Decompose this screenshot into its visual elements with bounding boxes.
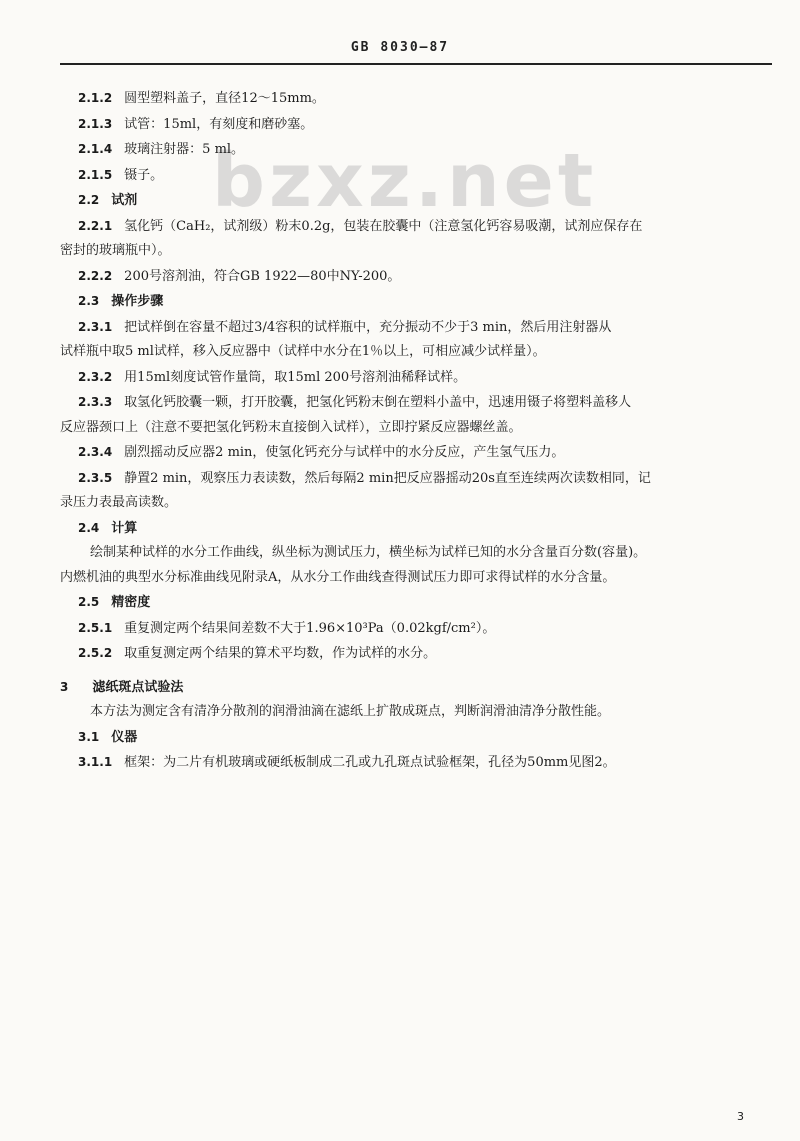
clause-number: 2.1.2 (78, 91, 113, 105)
clause-number: 2.4 (78, 520, 100, 535)
text-line (60, 239, 772, 264)
clause-number: 2.2 (78, 193, 100, 207)
clause-number: 2.3.2 (78, 369, 113, 384)
clause-text: 试样瓶中取5 ml试样，移入反应器中（试样中水分在1％以上，可相应减少试样量）。 (60, 344, 546, 359)
clause-number: 2.3.5 (78, 470, 113, 485)
watermark-text: bzxz.net (212, 138, 598, 224)
document-body (60, 86, 772, 776)
text-line (60, 86, 772, 112)
text-line (60, 725, 772, 751)
clause-text: 玻璃注射器：5 ml。 (124, 142, 245, 157)
clause-text: 静置2 min，观察压力表读数，然后每隔2 min把反应器摇动20s直至连续两次读数相同，记 (124, 470, 651, 486)
clause-text: 重复测定两个结果间差数不大于1.96×10³Pa（0.02kgf/cm²）。 (124, 620, 496, 636)
clause-number: 2.3.3 (78, 395, 113, 409)
clause-number: 2.2.1 (78, 218, 113, 233)
clause-text: 密封的玻璃瓶中）。 (60, 243, 171, 258)
clause-number: 2.1.5 (78, 167, 113, 182)
clause-text: 剧烈摇动反应器2 min，使氢化钙充分与试样中的水分反应，产生氢气压力。 (124, 445, 565, 460)
text-line (60, 390, 772, 416)
clause-heading: 滤纸斑点试验法 (92, 679, 184, 695)
clause-heading: 试剂 (111, 193, 138, 208)
section-gap (60, 667, 772, 675)
text-line (60, 750, 772, 776)
text-line (60, 700, 772, 725)
text-line (60, 137, 772, 163)
text-line (60, 566, 772, 591)
standard-code-header: GB 8030—87 (350, 40, 450, 55)
clause-text: 试管：15ml，有刻度和磨砂塞。 (124, 116, 314, 132)
clause-text: 内燃机油的典型水分标准曲线见附录A，从水分工作曲线查得测试压力即可求得试样的水分含量。 (60, 569, 616, 585)
text-line (60, 541, 772, 566)
clause-number: 2.3.1 (78, 319, 113, 334)
clause-number: 2.3.4 (78, 445, 113, 459)
clause-text: 本方法为测定含有清净分散剂的润滑油滴在滤纸上扩散成斑点，判断润滑油清净分散性能。 (90, 704, 611, 719)
text-line (60, 289, 772, 315)
clause-text: 镊子。 (124, 167, 164, 183)
clause-text: 取重复测定两个结果的算术平均数，作为试样的水分。 (124, 646, 437, 661)
text-line (60, 440, 772, 466)
text-line (60, 340, 772, 365)
clause-number: 3.1.1 (78, 755, 113, 769)
text-line (60, 466, 772, 492)
clause-heading: 仪器 (111, 729, 138, 745)
clause-text: 反应器颈口上（注意不要把氢化钙粉末直接倒入试样），立即拧紧反应器螺丝盖。 (60, 419, 522, 435)
text-line (60, 315, 772, 341)
clause-heading: 精密度 (111, 595, 151, 610)
text-line (60, 163, 772, 189)
clause-number: 2.2.2 (78, 268, 113, 283)
clause-number: 2.3 (78, 294, 100, 308)
header-rule (60, 63, 772, 65)
clause-text: 圆型塑料盖子，直径12～15mm。 (124, 91, 325, 106)
clause-text: 把试样倒在容量不超过3/4容积的试样瓶中，充分振动不少于3 min，然后用注射器从 (124, 319, 612, 335)
clause-number: 2.5.1 (78, 620, 113, 635)
clause-text: 录压力表最高读数。 (60, 495, 178, 510)
text-line (60, 214, 772, 240)
clause-number: 2.5 (78, 595, 100, 609)
clause-text: 取氢化钙胶囊一颗，打开胶囊，把氢化钙粉末倒在塑料小盖中，迅速用镊子将塑料盖移人 (124, 395, 632, 410)
clause-text: 氢化钙（CaH₂，试剂级）粉末0.2g，包装在胶囊中（注意氢化钙容易吸潮，试剂应保存在 (124, 218, 643, 234)
text-line (60, 188, 772, 214)
clause-number: 2.1.4 (78, 142, 113, 156)
page-number: 3 (737, 1110, 744, 1123)
text-line (60, 641, 772, 667)
clause-number: 3 (60, 679, 69, 694)
clause-number: 2.5.2 (78, 646, 113, 660)
text-line (60, 365, 772, 391)
clause-number: 2.1.3 (78, 116, 113, 131)
text-line (60, 616, 772, 642)
clause-text: 框架：为二片有机玻璃或硬纸板制成二孔或九孔斑点试验框架，孔径为50mm见图2。 (124, 755, 616, 770)
clause-text: 200号溶剂油，符合GB 1922—80中NY-200。 (124, 268, 401, 284)
text-line (60, 416, 772, 441)
text-line (60, 590, 772, 616)
text-line (60, 516, 772, 542)
clause-number: 3.1 (78, 729, 100, 744)
clause-heading: 计算 (111, 520, 138, 536)
text-line (60, 491, 772, 516)
text-line (60, 264, 772, 290)
clause-heading: 操作步骤 (111, 294, 164, 309)
section-heading-line (60, 675, 772, 701)
text-line (60, 112, 772, 138)
clause-text: 用15ml刻度试管作量筒，取15ml 200号溶剂油稀释试样。 (124, 369, 467, 385)
clause-text: 绘制某种试样的水分工作曲线，纵坐标为测试压力，横坐标为试样已知的水分含量百分数(容量)。 (90, 545, 647, 560)
